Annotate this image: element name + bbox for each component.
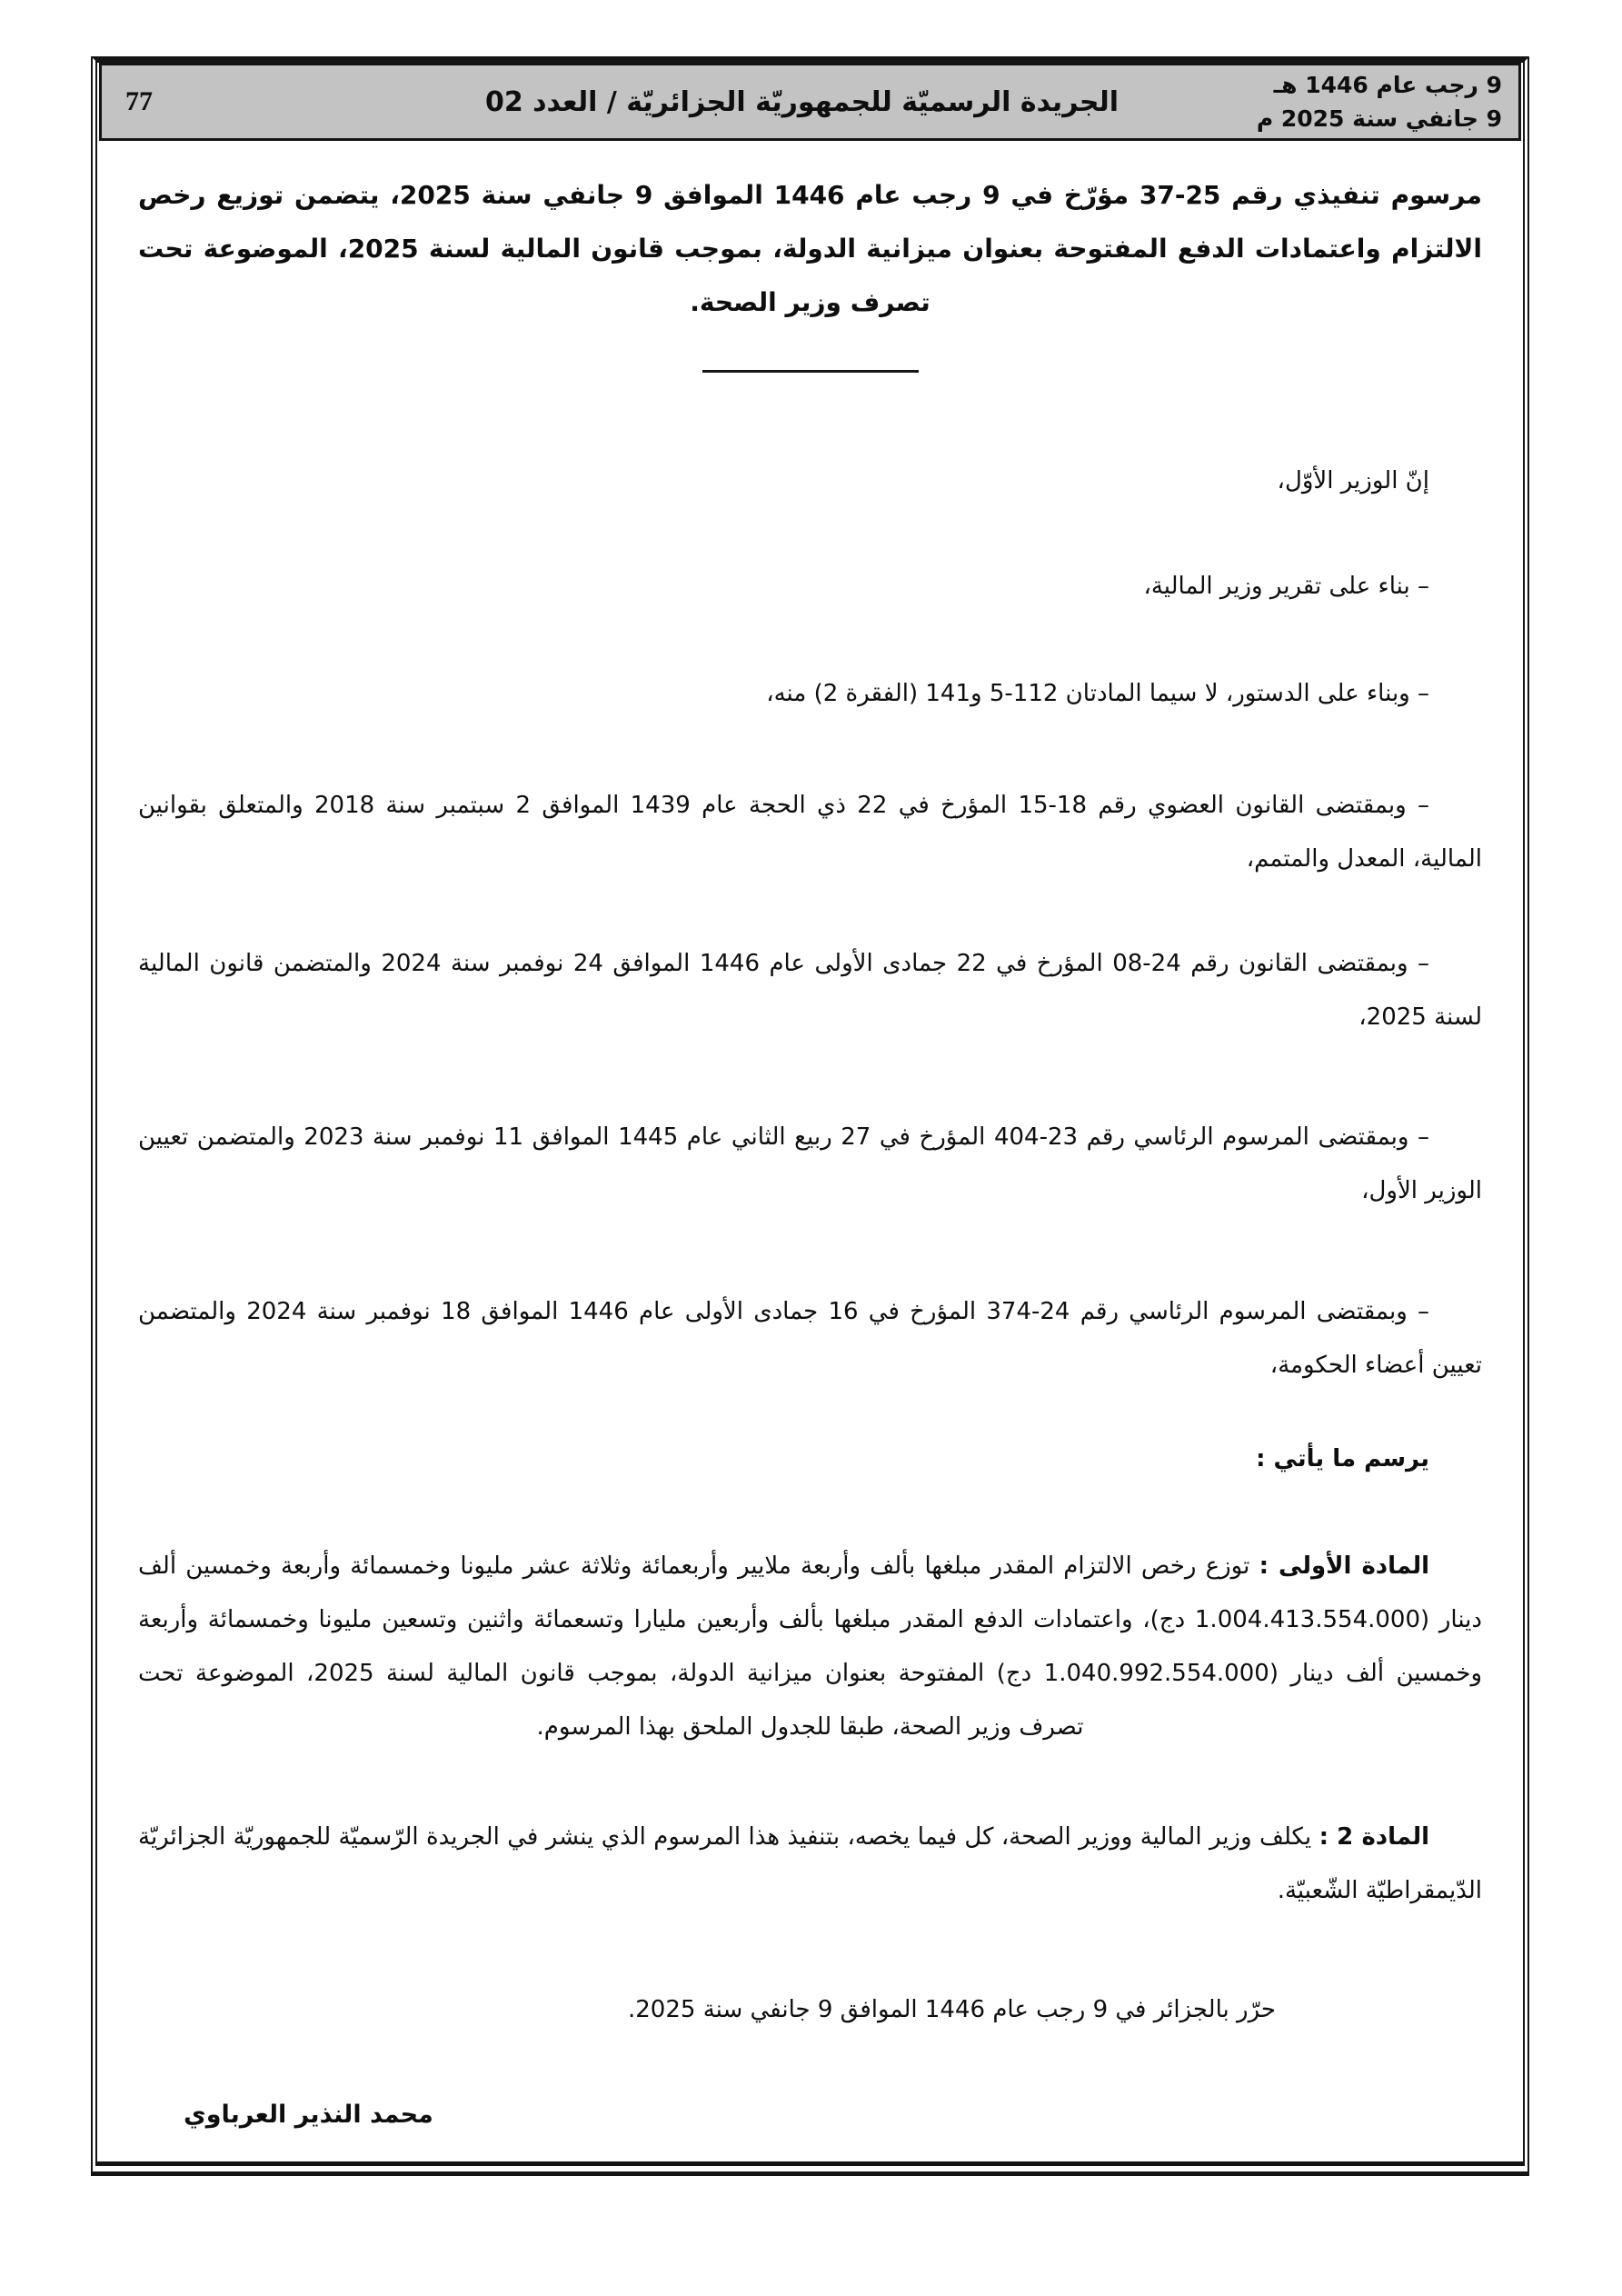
decree-title: مرسوم تنفيذي رقم 25-37 مؤرّخ في 9 رجب عام 1446 الموافق 9 جانفي سنة 2025، يتضمن توزيع رخص الالتزام واعتمادات الدفع المفتوحة بعنوان ميزانية الدولة، بموجب قانون المالية لسنة 2025، الموضوعة تحت تصرف وزير الصحة. bbox=[138, 180, 1482, 317]
page-header bbox=[99, 63, 1521, 141]
article-2-text: يكلف وزير المالية ووزير الصحة، كل فيما يخصه، بتنفيذ هذا المرسوم الذي ينشر في الجريدة الرّسميّة للجمهوريّة الجزائريّة الدّيمقراطيّة الشّعبيّة. bbox=[138, 1823, 1482, 1904]
header-dates bbox=[1202, 68, 1518, 136]
title-separator-rule bbox=[702, 370, 919, 373]
page-frame bbox=[91, 56, 1529, 2176]
decree-body bbox=[97, 141, 1523, 2141]
visa-decree-24-374: – وبمقتضى المرسوم الرئاسي رقم 24-374 المؤرخ في 16 جمادى الأولى عام 1446 الموافق 18 نوفمبر سنة 2024 والمتضمن تعيين أعضاء الحكومة، bbox=[138, 1298, 1482, 1379]
article-2-label: المادة 2 : bbox=[1318, 1823, 1429, 1851]
article-2 bbox=[138, 1811, 1482, 1918]
header-date-gregorian: 9 جانفي سنة 2025 م bbox=[1256, 105, 1502, 132]
page-number: 77 bbox=[125, 86, 153, 116]
visa-law-24-08: – وبمقتضى القانون رقم 24-08 المؤرخ في 22 جمادى الأولى عام 1446 الموافق 24 نوفمبر سنة 2024 والمتضمن قانون المالية لسنة 2025، bbox=[138, 950, 1482, 1031]
signatory-name: محمد النذير العرباوي bbox=[184, 2101, 433, 2129]
issuance-line: حرّر بالجزائر في 9 رجب عام 1446 الموافق 9 جانفي سنة 2025. bbox=[628, 1996, 1276, 2023]
visa-constitution: – وبناء على الدستور، لا سيما المادتان 112-5 و141 (الفقرة 2) منه، bbox=[766, 680, 1429, 707]
visa-organic-law-18-15: – وبمقتضى القانون العضوي رقم 18-15 المؤرخ في 22 ذي الحجة عام 1439 الموافق 2 سبتمبر سنة 2018 والمتعلق بقوانين المالية، المعدل والمتمم، bbox=[138, 792, 1482, 873]
visa-report-finance: – بناء على تقرير وزير المالية، bbox=[1143, 573, 1429, 600]
article-1 bbox=[138, 1540, 1482, 1754]
journal-title: الجريدة الرسميّة للجمهوريّة الجزائريّة / العدد 02 bbox=[484, 85, 1119, 118]
visa-decree-23-404: – وبمقتضى المرسوم الرئاسي رقم 23-404 المؤرخ في 27 ربيع الثاني عام 1445 الموافق 11 نوفمبر سنة 2023 والمتضمن تعيين الوزير الأول، bbox=[138, 1123, 1482, 1204]
header-date-hijri: 9 رجب عام 1446 هـ bbox=[1273, 71, 1502, 98]
decree-preamble: إنّ الوزير الأوّل، bbox=[1277, 467, 1429, 494]
article-1-text: توزع رخص الالتزام المقدر مبلغها بألف وأربعة ملايير وأربعمائة وثلاثة عشر مليونا وخمسمائة وأربعة وخمسين ألف دينار (1.004.413.554.000 دج)، واعتمادات الدفع المقدر مبلغها بألف وأربعين مليارا وتسعمائة واثنين وتسعين مليونا وخمسمائة وأربعة وخمسين ألف دينار (1.040.992.554.000 دج) المفتوحة بعنوان ميزانية الدولة، بموجب قانون المالية لسنة 2025، الموضوعة تحت تصرف وزير الصحة، طبقا للجدول الملحق بهذا المرسوم. bbox=[138, 1552, 1482, 1741]
article-1-label: المادة الأولى : bbox=[1259, 1552, 1429, 1580]
enactment-heading: يرسم ما يأتي : bbox=[1256, 1445, 1429, 1472]
